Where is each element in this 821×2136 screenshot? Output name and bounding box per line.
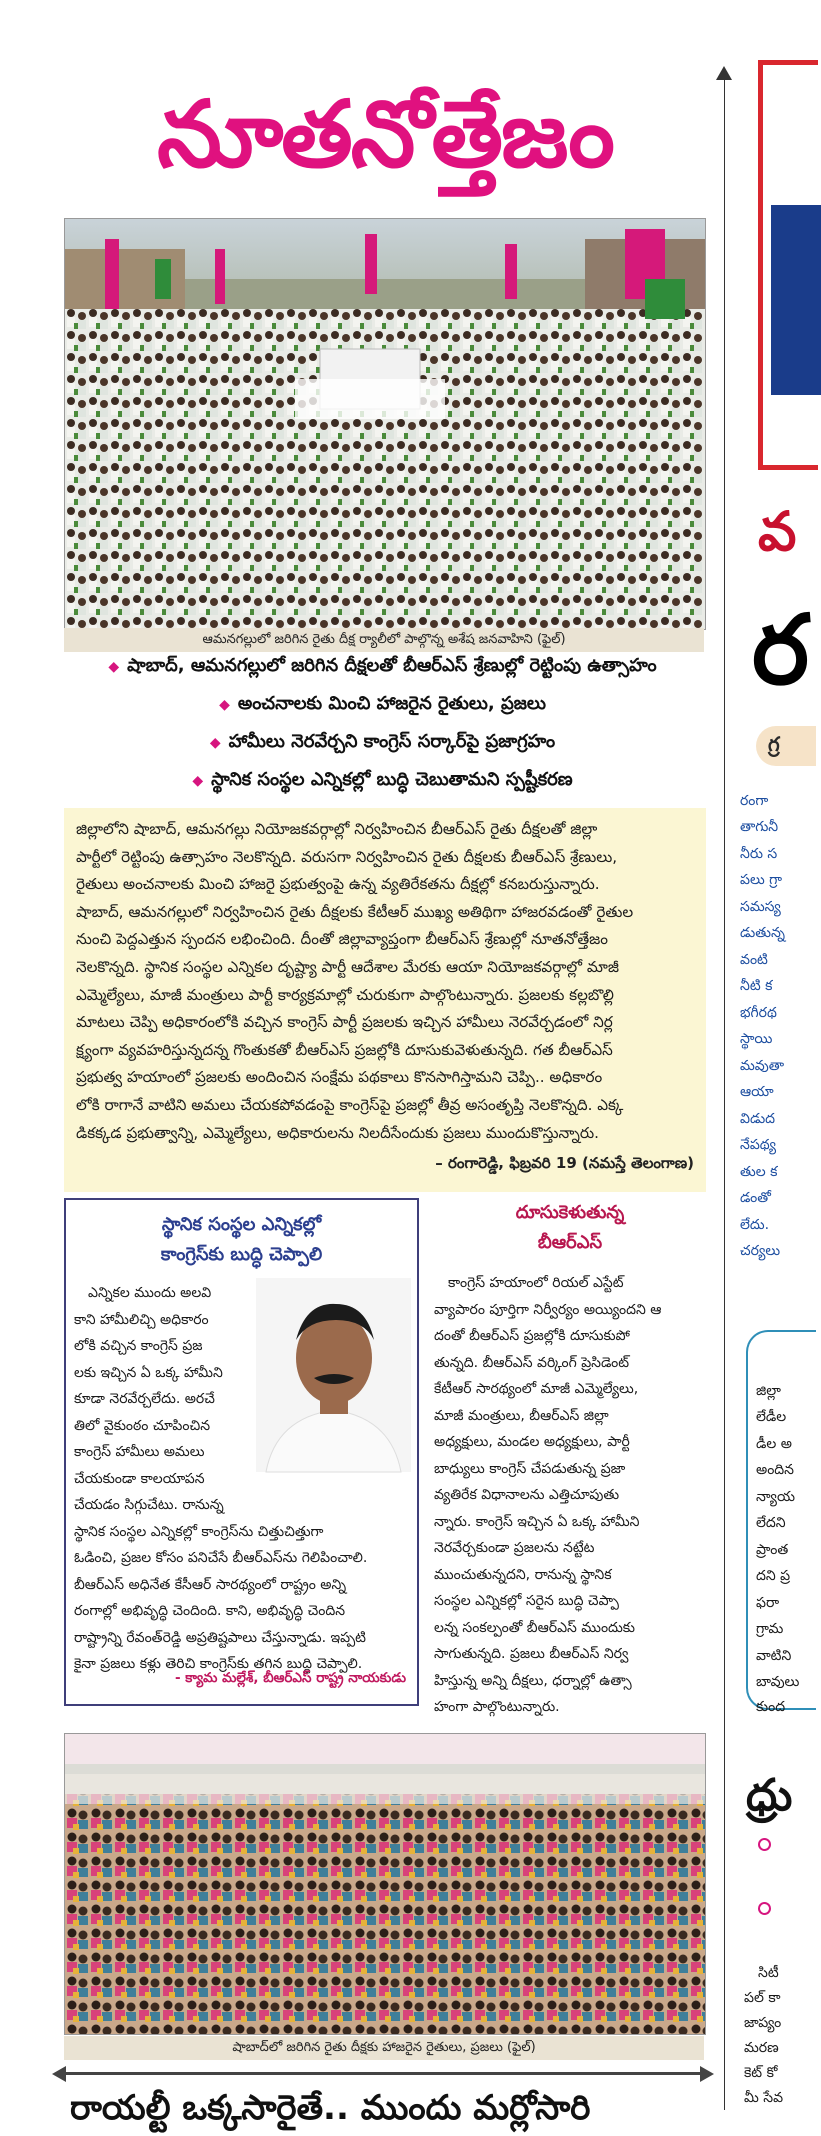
adjacent-box-line: వాటిని (756, 1648, 792, 1664)
sub-article-line: న్నారు. కాంగ్రెస్ ఇచ్చిన ఏ ఒక్క హామీని (434, 1513, 640, 1530)
rally-photo (64, 218, 706, 630)
adjacent-bottom-line: పల్ కా (744, 1990, 781, 2006)
gathering-photo-image (65, 1734, 705, 2034)
dateline: – రంగారెడ్డి, ఫిబ్రవరి 19 (నమస్తే తెలంగాణ) (435, 1154, 694, 1172)
adjacent-box-line: అందిన (756, 1462, 795, 1478)
intro-line: జిల్లాలోని షాబాద్, ఆమనగల్లు నియోజకవర్గాల్లో నిర్వహించిన బీఆర్ఎస్ రైతు దీక్షలతో జిల్లా (76, 820, 598, 838)
adjacent-box-line: లేదని (756, 1515, 786, 1531)
sub-article-line: కేటీఆర్ సారథ్యంలో మాజీ ఎమ్మెల్యేలు, (434, 1381, 639, 1397)
sub-article (434, 1198, 706, 1718)
diamond-bullet-icon: ◆ (219, 697, 230, 713)
sub-article-line: హిస్తున్న అన్ని దీక్షలు, ధర్నాల్లో ఉత్సా (434, 1672, 632, 1689)
quote-line: చేయకుండా కాలయాపన (74, 1470, 205, 1487)
adjacent-line: స్థాయి (740, 1031, 773, 1047)
adjacent-pill-text: గ్ర (768, 732, 780, 756)
adjacent-box-line: ప్రాంత (756, 1542, 789, 1558)
adjacent-headline-2: ధ్రు (746, 1770, 793, 1821)
highlight-item (60, 731, 705, 756)
quote-line: రంగాల్లో అభివృద్ధి చెందింది. కాని, అభివృద్ధి చెందిన (74, 1603, 346, 1619)
sub-article-line: వ్యతిరేక విధానాలను ఎత్తిచూపుతు (434, 1487, 620, 1503)
quote-line: కాని హామీలిచ్చి అధికారం (74, 1311, 209, 1328)
intro-line: పార్టీలో రెట్టింపు ఉత్సాహం నెలకొన్నది. వరుసగా నిర్వహించిన రైతు దీక్షలకు బీఆర్ఎస్ శ్రేణులు, (76, 847, 618, 866)
adjacent-line: డంతో (740, 1190, 771, 1206)
intro-paragraph-box (64, 808, 706, 1192)
intro-line: మాటలు చెప్పి అధికారంలోకి వచ్చిన కాంగ్రెస్ పార్టీ ప్రజలకు ఇచ్చిన హామీలు నెరవేర్చడంలో నిర్ల (76, 1013, 613, 1032)
circle-bullet-icon (758, 1902, 771, 1915)
adjacent-pill (756, 726, 816, 766)
quote-line: రాష్ట్రాన్ని రేవంత్‌రెడ్డి అప్రతిష్టపాలు చేస్తున్నాడు. ఇప్పటి (74, 1629, 366, 1646)
highlight-text: స్థానిక సంస్థల ఎన్నికల్లో బుద్ధి చెబుతామని స్పష్టీకరణ (211, 769, 573, 790)
adjacent-bottom-line: జాప్యం (744, 2015, 782, 2031)
diamond-bullet-icon: ◆ (108, 659, 120, 675)
intro-line: నెలకొన్నది. స్థానిక సంస్థల ఎన్నికల దృష్ట్యా పార్టీ ఆదేశాల మేరకు ఆయా నియోజకవర్గాల్లో మాజీ (76, 957, 619, 976)
gathering-photo (64, 1733, 706, 2035)
column-divider (724, 70, 725, 2110)
intro-line: డికక్కడ ప్రభుత్వాన్ని, ఎమ్మెల్యేలు, అధికారులను నిలదీసేందుకు ప్రజలు ముందుకొస్తున్నారు. (76, 1123, 599, 1142)
sub-article-body (434, 1270, 706, 1721)
adjacent-line: ఆయా (740, 1084, 774, 1100)
quote-line: ఓడించి, ప్రజల కోసం పనిచేసే బీఆర్ఎస్‌ను గెలిపించాలి. (74, 1550, 368, 1566)
rule-left-arrow-icon (52, 2066, 66, 2082)
sub-article-line: సంస్థల ఎన్నికల్లో సరైన బుద్ధి చెప్పా (434, 1593, 619, 1609)
intro-line: లోకి రాగానే వాటిని అమలు చేయకపోవడంపై కాంగ్రెస్‌పై ప్రజల్లో తీవ్ర అసంతృప్తి నెలకొన్నది. ఎక్క (76, 1095, 624, 1114)
adjacent-box-line: బావులు (756, 1674, 800, 1690)
intro-line: క్ష్యంగా వ్యవహరిస్తున్నదన్న గొంతుకతో బీఆర్ఎస్ ప్రజల్లోకి దూసుకువెళుతున్నది. గత బీఆర్ఎస్ (76, 1040, 613, 1059)
quote-line: ఎన్నికల ముందు అలవి (88, 1285, 212, 1301)
quote-line: లోకి వచ్చిన కాంగ్రెస్ ప్రజ (74, 1338, 203, 1354)
adjacent-box-line: లేడీల (756, 1409, 787, 1425)
ad-image (771, 205, 821, 395)
quote-line: కూడా నెరవేర్చలేదు. అరచే (74, 1391, 215, 1407)
sub-article-line: ముంచుతున్నదని, రానున్న స్థానిక (434, 1566, 612, 1583)
rally-photo-caption: ఆమనగల్లులో జరిగిన రైతు దీక్ష ర్యాలీలో పాల్గొన్న అశేష జనవాహిని (ఫైల్) (64, 628, 704, 652)
quote-line: స్థానిక సంస్థల ఎన్నికల్లో కాంగ్రెస్‌ను చిత్తుచిత్తుగా (74, 1523, 324, 1540)
adjacent-line: భగీరథ (740, 1005, 777, 1021)
adjacent-box-line: ఫరా (756, 1595, 780, 1611)
adjacent-headline-fragment: వ (758, 500, 797, 563)
adjacent-bottom-line: కెట్ కో (744, 2065, 778, 2081)
sub-article-line: లన్న సంకల్పంతో బీఆర్ఎస్ ముందుకు (434, 1619, 635, 1636)
intro-line: నుంచి పెద్దఎత్తున స్పందన లభించింది. దీంతో జిల్లావ్యాప్తంగా బీఆర్ఎస్ శ్రేణుల్లో నూతనోత్తేజం (76, 930, 608, 949)
gathering-photo-caption: షాబాద్‌లో జరిగిన రైతు దీక్షకు హాజరైన రైతులు, ప్రజలు (ఫైల్) (64, 2036, 704, 2060)
adjacent-line: లేదు. (740, 1217, 770, 1233)
sub-article-line: అధ్యక్షులు, మండల అధ్యక్షులు, పార్టీ (434, 1434, 630, 1450)
sub-article-line: కాంగ్రెస్ హయాంలో రియల్ ఎస్టేట్ (448, 1275, 624, 1291)
sub-article-line: దంతో బీఆర్ఎస్ ప్రజల్లోకి దూసుకుపో (434, 1328, 630, 1344)
rally-photo-image (65, 219, 705, 629)
adjacent-line: రంగా (740, 793, 769, 809)
ad-frame (758, 60, 818, 470)
quote-box (64, 1198, 419, 1706)
rule-right-arrow-icon (700, 2066, 714, 2082)
adjacent-line: డుతున్న (740, 925, 785, 941)
adjacent-big-glyph-icon: ర (752, 594, 809, 706)
highlight-item (60, 769, 705, 794)
intro-line: షాబాద్, ఆమనగల్లులో నిర్వహించిన రైతు దీక్షలకు కేటీఆర్ ముఖ్య అతిథిగా హాజరవడంతో రైతుల (76, 902, 634, 921)
sub-article-line: హంగా పాల్గొంటున్నారు. (434, 1699, 560, 1715)
adjacent-article-sliver (738, 0, 809, 2114)
quote-signature: - క్యామ మల్లేశ్, బీఆర్ఎస్ రాష్ట్ర నాయకుడు (174, 1670, 406, 1686)
adjacent-box-line: కుంద (756, 1699, 786, 1715)
quote-line: బీఆర్ఎస్ అధినేత కేసీఆర్ సారథ్యంలో రాష్ట్రం అన్ని (74, 1576, 347, 1593)
quote-line: లకు ఇచ్చిన ఏ ఒక్క హామీని (74, 1364, 223, 1381)
quote-box-body (74, 1280, 412, 1678)
adjacent-line: పలు గ్రా (740, 872, 783, 888)
sub-article-line: బాధ్యులు కాంగ్రెస్ చేపడుతున్న ప్రజా (434, 1460, 626, 1477)
diamond-bullet-icon: ◆ (192, 773, 204, 789)
adjacent-line: విడుద (740, 1111, 776, 1127)
adjacent-line: సమస్య (740, 899, 781, 915)
section-rule (60, 2072, 705, 2075)
sub-article-title (434, 1198, 706, 1258)
adjacent-box-line: గ్రామ (756, 1621, 784, 1637)
intro-line: ప్రభుత్వ హయాంలో ప్రజలకు అందించిన సంక్షేమ పథకాలు కొనసాగిస్తామని చెప్పి.. అధికారం (76, 1068, 603, 1087)
quote-line: కాంగ్రెస్ హామీలు అమలు (74, 1444, 205, 1460)
adjacent-box-line: డీల అ (756, 1436, 792, 1452)
sub-article-line: వ్యాపారం పూర్తిగా నిర్వీర్యం అయ్యిందని ఆ (434, 1301, 662, 1318)
quote-line: కైనా ప్రజలు కళ్లు తెరిచి కాంగ్రెస్‌కు తగిన బుద్ధి చెప్పాలి. (74, 1656, 363, 1672)
adjacent-line: నీటి క (740, 978, 773, 994)
highlight-item (60, 693, 705, 718)
quote-box-title-line: కాంగ్రెస్‌కు బుద్ధి చెప్పాలి (160, 1244, 323, 1265)
quote-line: చేయడం సిగ్గుచేటు. రానున్న (74, 1497, 224, 1513)
sub-article-line: తున్నది. బీఆర్ఎస్ వర్కింగ్ ప్రెసిడెంట్ (434, 1354, 630, 1371)
diamond-bullet-icon: ◆ (209, 735, 221, 751)
column-divider-arrow-icon (716, 66, 732, 80)
adjacent-line: నేపథ్య (740, 1137, 776, 1153)
intro-line: ఎమ్మెల్యేలు, మాజీ మంత్రులు పార్టీ కార్యక్రమాల్లో చురుకుగా పాల్గొంటున్నారు. ప్రజలకు కల్లబొల్లి (76, 985, 614, 1004)
highlight-text: షాబాద్, ఆమనగల్లులో జరిగిన దీక్షలతో బీఆర్ఎస్ శ్రేణుల్లో రెట్టింపు ఉత్సాహం (127, 655, 657, 676)
adjacent-bottom-line: సిటీ (758, 1965, 779, 1981)
circle-bullet-icon (758, 1838, 771, 1851)
intro-line: రైతులు అంచనాలకు మించి హాజరై ప్రభుత్వంపై ఉన్న వ్యతిరేకతను దీక్షల్లో కనబరుస్తున్నారు. (76, 875, 600, 894)
adjacent-line: తాగునీ (740, 819, 779, 835)
adjacent-line: మవుతా (740, 1058, 785, 1074)
adjacent-line: వంటి (740, 952, 768, 968)
quote-box-title (66, 1210, 417, 1270)
highlight-text: హామీలు నెరవేర్చని కాంగ్రెస్ సర్కార్‌పై ప్రజాగ్రహం (228, 731, 556, 752)
sub-article-title-line: బీఆర్ఎస్ (537, 1232, 603, 1253)
adjacent-box-line: న్యాయ (756, 1489, 795, 1505)
highlight-item (60, 655, 705, 680)
adjacent-box-line: దని ప్ర (756, 1568, 791, 1584)
adjacent-line: తుల క (740, 1164, 778, 1180)
sub-article-line: నెరవేర్చకుండా ప్రజలను నట్టేట (434, 1540, 595, 1556)
adjacent-line: నీరు స (740, 846, 778, 862)
headline: నూతనోత్తేజం (157, 81, 613, 188)
sub-article-title-line: దూసుకెళుతున్న (515, 1202, 625, 1223)
highlight-text: అంచనాలకు మించి హాజరైన రైతులు, ప్రజలు (237, 693, 546, 714)
quote-line: తిలో వైకుంఠం చూపించిన (74, 1417, 211, 1434)
adjacent-bottom-line: మీ సేవ (744, 2090, 784, 2106)
next-article-headline: రాయల్టీ ఒక్కసారైతే.. ముందు మర్లోసారి (70, 2088, 591, 2128)
adjacent-bottom-line: మరణ (744, 2040, 779, 2056)
adjacent-box-line: జిల్లా (756, 1383, 781, 1399)
sub-article-line: సాగుతున్నది. ప్రజలు బీఆర్ఎస్ నిర్వ (434, 1646, 629, 1662)
intro-paragraph (76, 816, 694, 1147)
sub-article-line: మాజీ మంత్రులు, బీఆర్ఎస్ జిల్లా (434, 1407, 609, 1424)
quote-box-title-line: స్థానిక సంస్థల ఎన్నికల్లో (161, 1214, 322, 1235)
adjacent-line: చర్యలు (740, 1243, 781, 1259)
